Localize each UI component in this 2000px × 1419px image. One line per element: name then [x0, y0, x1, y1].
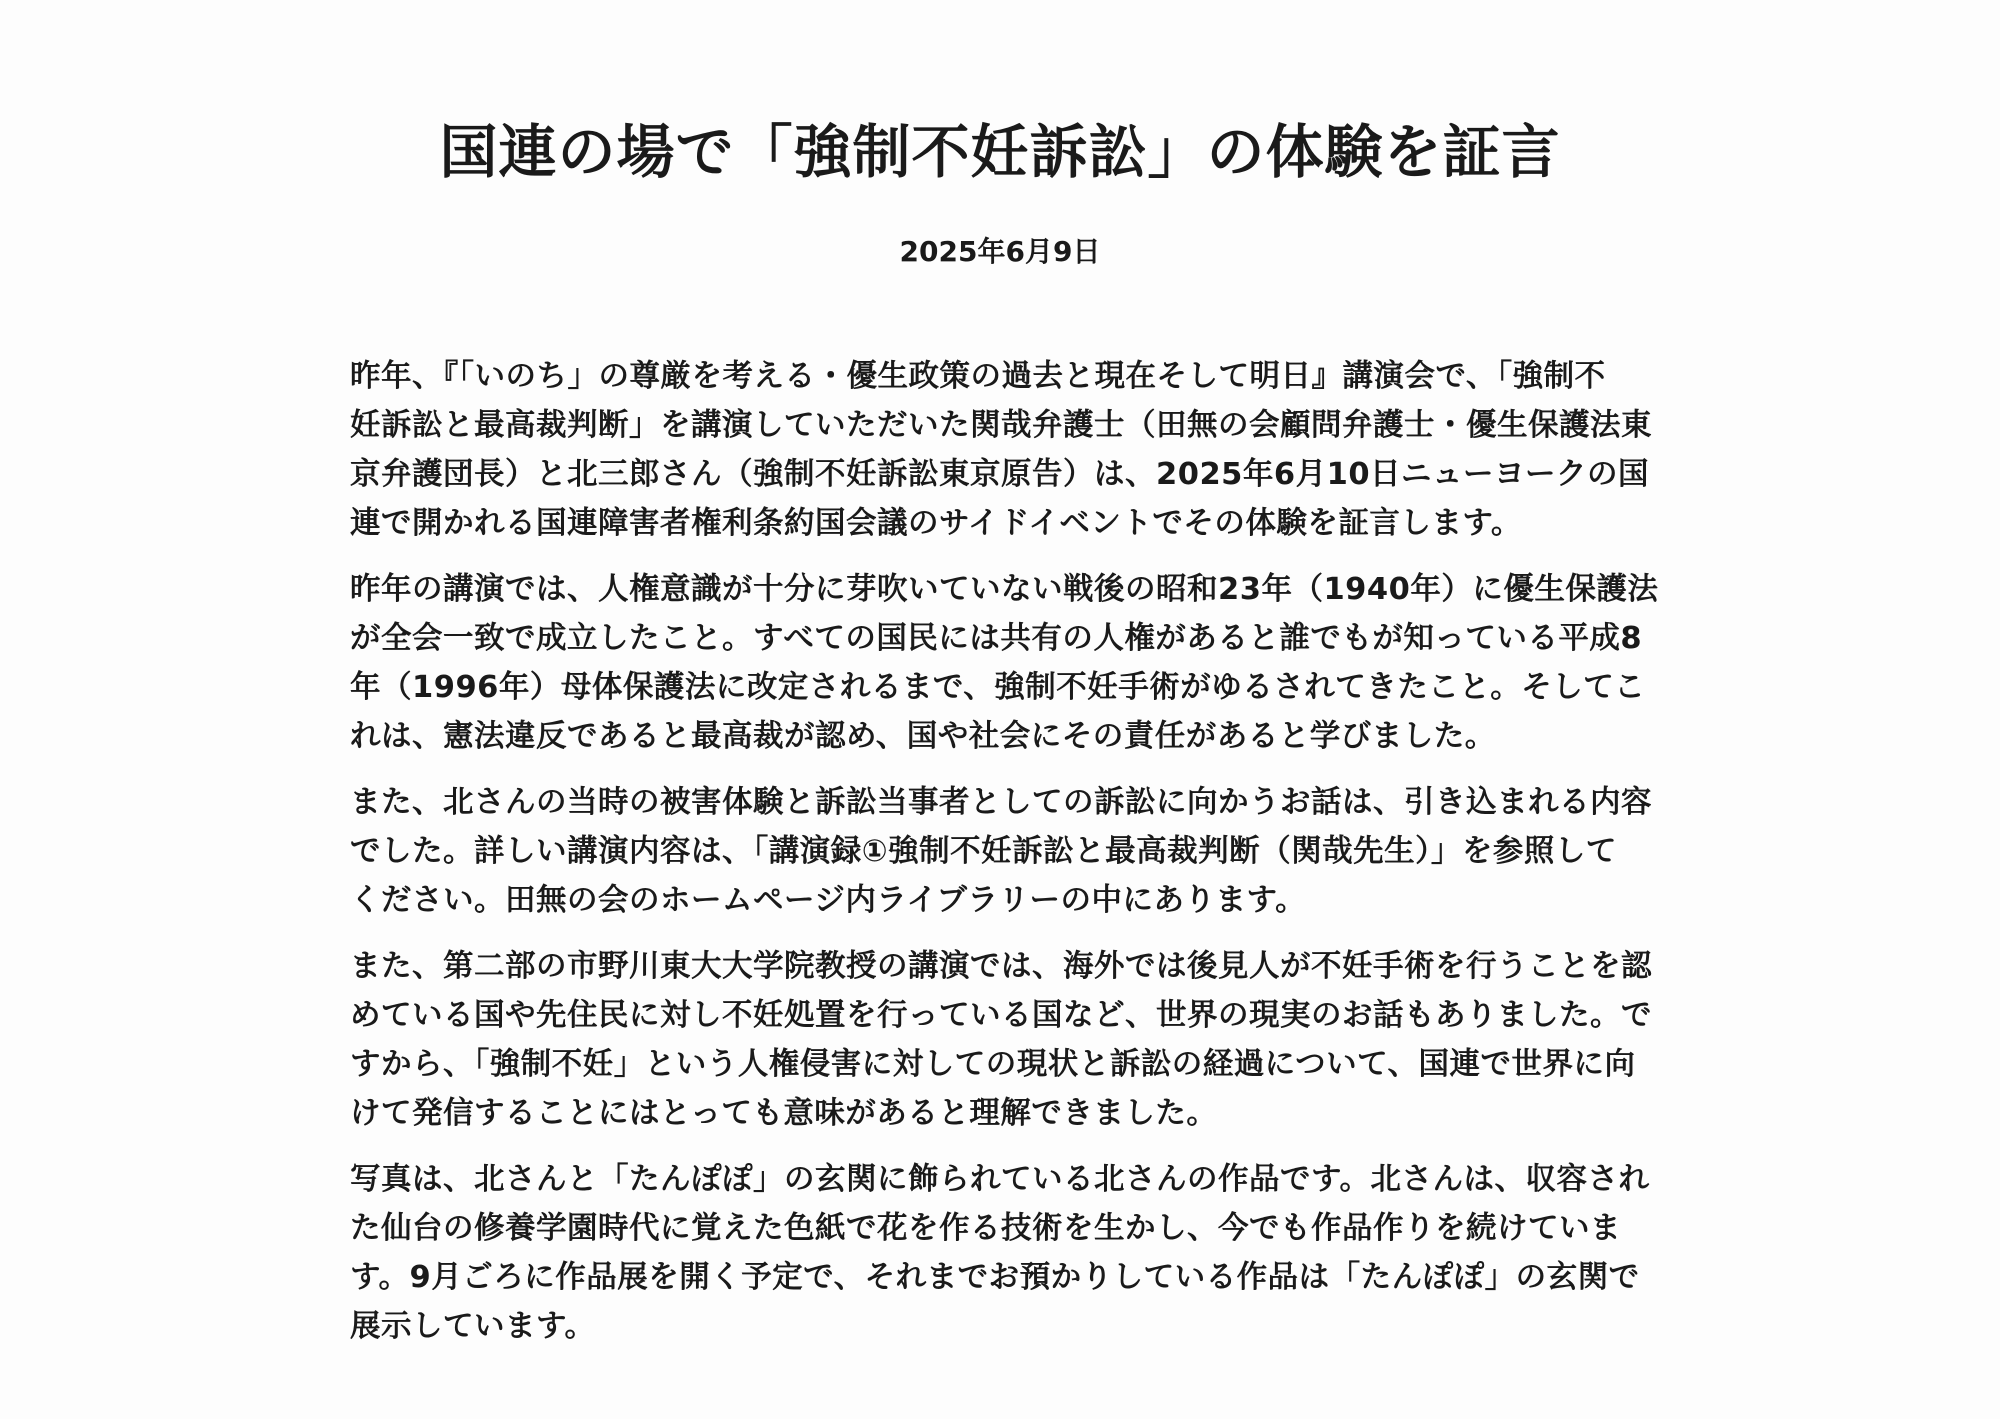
paragraph-line: でした。詳しい講演内容は、「講演録①強制不妊訴訟と最高裁判断（関哉先生）」を参照して: [350, 834, 1617, 869]
paragraph-line: が全会一致で成立したこと。すべての国民には共有の人権があると誰でもが知っている平成8: [350, 621, 1643, 656]
paragraph-line: 妊訴訟と最高裁判断」を講演していただいた関哉弁護士（田無の会顧問弁護士・優生保護法東: [350, 408, 1652, 443]
paragraph-line: めている国や先住民に対し不妊処置を行っている国など、世界の現実のお話もありました。で: [350, 998, 1652, 1033]
paragraph-line: 京弁護団長）と北三郎さん（強制不妊訴訟東京原告）は、2025年6月10日ニューヨークの国: [350, 457, 1650, 492]
paragraph-line: た仙台の修養学園時代に覚えた色紙で花を作る技術を生かし、今でも作品作りを続けていま: [350, 1211, 1621, 1246]
paragraph-1: [350, 352, 1690, 548]
paragraph-line: 写真は、北さんと「たんぽぽ」の玄関に飾られている北さんの作品です。北さんは、収容され: [350, 1162, 1650, 1197]
paragraph-line: ください。田無の会のホームページ内ライブラリーの中にあります。: [350, 883, 1307, 918]
paragraph-line: すから、「強制不妊」という人権侵害に対しての現状と訴訟の経過について、国連で世界に向: [350, 1047, 1636, 1082]
paragraph-line: 連で開かれる国連障害者権利条約国会議のサイドイベントでその体験を証言します。: [350, 506, 1522, 541]
paragraph-line: 昨年、『「いのち」の尊厳を考える・優生政策の過去と現在そして明日』講演会で、「強制不: [350, 359, 1606, 394]
paragraph-line: す。9月ごろに作品展を開く予定で、それまでお預かりしている作品は「たんぽぽ」の玄関で: [350, 1260, 1640, 1295]
document-body: [350, 352, 1690, 1368]
paragraph-line: けて発信することにはとっても意味があると理解できました。: [350, 1096, 1218, 1131]
paragraph-5: [350, 1155, 1690, 1351]
paragraph-3: [350, 778, 1690, 925]
paragraph-line: 昨年の講演では、人権意識が十分に芽吹いていない戦後の昭和23年（1940年）に優生保護法: [350, 572, 1659, 607]
document-date: 2025年6月9日: [899, 235, 1101, 268]
document-title: 国連の場で「強制不妊訴訟」の体験を証言: [439, 118, 1561, 186]
paragraph-2: [350, 565, 1690, 761]
paragraph-line: れは、憲法違反であると最高裁が認め、国や社会にその責任があると学びました。: [350, 719, 1496, 754]
paragraph-line: 年（1996年）母体保護法に改定されるまで、強制不妊手術がゆるされてきたこと。そしてこ: [350, 670, 1646, 705]
paragraph-4: [350, 942, 1690, 1138]
paragraph-line: また、北さんの当時の被害体験と訴訟当事者としての訴訟に向かうお話は、引き込まれる内容: [350, 785, 1652, 820]
paragraph-line: 展示しています。: [350, 1309, 596, 1344]
paragraph-line: また、第二部の市野川東大大学院教授の講演では、海外では後見人が不妊手術を行うことを認: [350, 949, 1652, 984]
